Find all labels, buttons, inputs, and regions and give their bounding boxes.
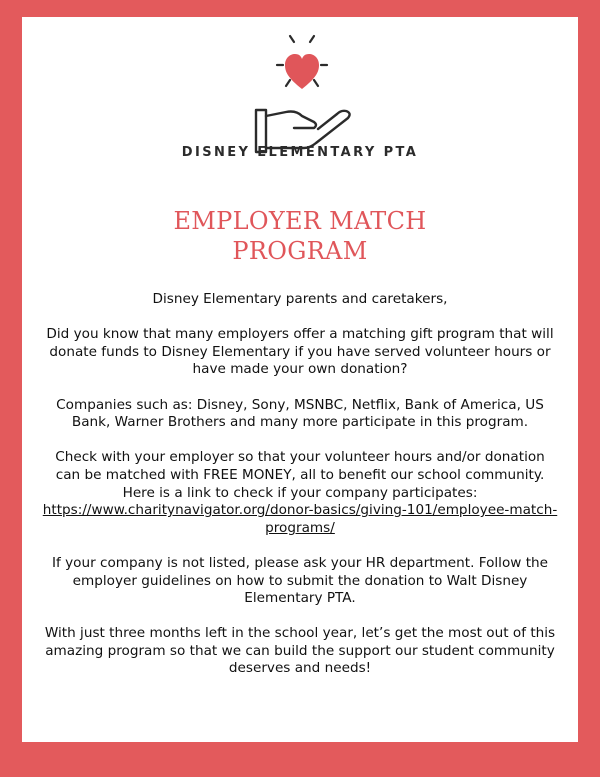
- paragraph-hr: If your company is not listed, please ask your HR department. Follow the employer guidelines on how to submit the donation to Walt Disney Elementary PTA.: [51, 554, 549, 607]
- paragraph-closing: With just three months left in the school year, let’s get the most out of this amazing program so that we can build the support our student community deserves and needs!: [44, 625, 556, 677]
- flyer-page: [22, 17, 578, 742]
- paragraph-matching-gift: Did you know that many employers offer a matching gift program that will donate funds to Disney Elementary if you have served volunteer hours or have made your own donation?: [46, 326, 554, 378]
- check-employer-text: Check with your employer so that your volunteer hours and/or donation can be matched with FREE MONEY, all to benefit our school community. Here is a link to check if your company participates:: [55, 449, 545, 501]
- paragraph-companies: Companies such as: Disney, Sony, MSNBC, Netflix, Bank of America, US Bank, Warner Brothers and many more participate in this program.: [56, 396, 544, 431]
- charity-navigator-link[interactable]: https://www.charitynavigator.org/donor-basics/giving-101/employee-match-programs/: [42, 502, 558, 536]
- title-line-2: PROGRAM: [232, 237, 368, 265]
- heart-hand-icon: [242, 32, 362, 157]
- heart-shape: [285, 54, 319, 89]
- page-title: [22, 206, 578, 266]
- title-line-1: EMPLOYER MATCH: [173, 207, 427, 235]
- paragraph-check-employer: [42, 449, 558, 537]
- org-name: DISNEY ELEMENTARY PTA: [181, 145, 419, 160]
- greeting: Disney Elementary parents and caretakers,: [152, 291, 448, 307]
- letter-body: [42, 291, 558, 696]
